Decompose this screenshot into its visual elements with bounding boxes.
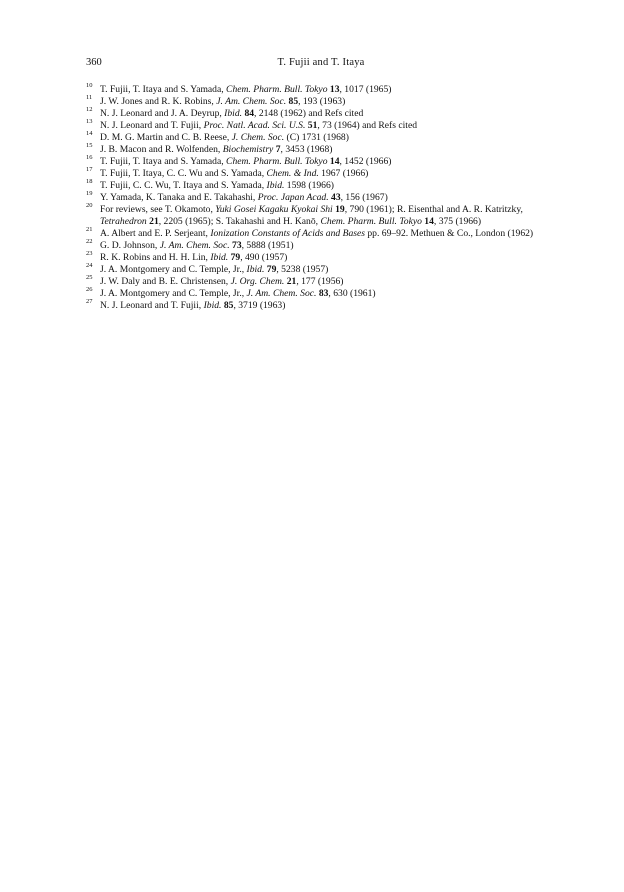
reference-number: 14	[86, 130, 93, 137]
reference-number: 11	[86, 94, 93, 101]
reference-item	[86, 300, 556, 312]
reference-text	[100, 168, 556, 180]
citation-text: For reviews, see T. Okamoto,	[100, 204, 216, 215]
citation-text: N. J. Leonard and J. A. Deyrup,	[100, 108, 225, 119]
journal-title: Chem. Pharm. Bull. Tokyo	[226, 156, 328, 167]
reference-item	[86, 192, 556, 204]
reference-text	[100, 96, 556, 108]
reference-item	[86, 228, 556, 240]
reference-item	[86, 240, 556, 252]
reference-number: 27	[86, 298, 93, 305]
volume-number: 73	[232, 240, 242, 251]
citation-text: 1598 (1966)	[284, 180, 334, 191]
citation-text: D. M. G. Martin and C. B. Reese,	[100, 132, 232, 143]
reference-number: 22	[86, 238, 93, 245]
reference-item	[86, 180, 556, 192]
citation-text: G. D. Johnson,	[100, 240, 160, 251]
reference-list	[86, 84, 556, 312]
reference-text	[100, 180, 556, 192]
citation-text: , 1017 (1965)	[339, 84, 392, 95]
reference-number: 13	[86, 118, 93, 125]
reference-item	[86, 132, 556, 144]
citation-text: J. W. Daly and B. E. Christensen,	[100, 276, 231, 287]
citation-text: N. J. Leonard and T. Fujii,	[100, 300, 204, 311]
reference-number: 16	[86, 154, 93, 161]
reference-text	[100, 84, 556, 96]
reference-item	[86, 96, 556, 108]
journal-title: Tetrahedron	[100, 216, 147, 227]
reference-text	[100, 108, 556, 120]
citation-text: T. Fujii, T. Itaya, C. C. Wu and S. Yamada,	[100, 168, 267, 179]
citation-text: J. A. Montgomery and C. Temple, Jr.,	[100, 264, 247, 275]
reference-text	[100, 192, 556, 204]
citation-text: J. A. Montgomery and C. Temple, Jr.,	[100, 288, 247, 299]
volume-number: 13	[329, 84, 340, 95]
citation-text: , 3719 (1963)	[233, 300, 286, 311]
citation-text: , 2205 (1965); S. Takahashi and H. Kanō,	[158, 216, 321, 227]
journal-title: Yuki Gosei Kagaku Kyokai Shi	[215, 204, 333, 215]
citation-text: , 193 (1963)	[298, 96, 346, 107]
volume-number: 85	[288, 96, 299, 107]
volume-number: 21	[286, 276, 297, 287]
citation-text: A. Albert and E. P. Serjeant,	[100, 228, 211, 239]
journal-title: J. Am. Chem. Soc.	[216, 96, 287, 107]
reference-number: 19	[86, 190, 93, 197]
reference-number: 21	[86, 226, 93, 233]
reference-number: 18	[86, 178, 93, 185]
citation-text: T. Fujii, T. Itaya and S. Yamada,	[100, 156, 227, 167]
reference-text	[100, 300, 556, 312]
reference-item	[86, 264, 556, 276]
reference-number: 12	[86, 106, 93, 113]
journal-title: Ibid.	[210, 252, 229, 263]
volume-number: 79	[230, 252, 241, 263]
citation-text: T. Fujii, C. C. Wu, T. Itaya and S. Yamada,	[100, 180, 267, 191]
reference-number: 17	[86, 166, 93, 173]
reference-text	[100, 288, 556, 300]
journal-title: Chem. Pharm. Bull. Tokyo	[226, 84, 328, 95]
citation-text: R. K. Robins and H. H. Lin,	[100, 252, 211, 263]
journal-title: J. Chem. Soc.	[231, 132, 285, 143]
citation-text: , 790 (1961); R. Eisenthal and A. R. Katritzky,	[344, 204, 523, 215]
citation-text: T. Fujii, T. Itaya and S. Yamada,	[100, 84, 227, 95]
volume-number: 19	[335, 204, 345, 215]
reference-item	[86, 108, 556, 120]
journal-title: J. Org. Chem.	[230, 276, 285, 287]
journal-title: Ibid.	[224, 108, 243, 119]
reference-item	[86, 204, 556, 228]
citation-text: , 73 (1964) and Refs cited	[317, 120, 418, 131]
citation-text: , 5888 (1951)	[241, 240, 294, 251]
reference-number: 25	[86, 274, 93, 281]
volume-number: 7	[275, 144, 281, 155]
reference-text	[100, 156, 556, 168]
citation-text: , 490 (1957)	[240, 252, 288, 263]
citation-text: , 1452 (1966)	[339, 156, 392, 167]
reference-item	[86, 288, 556, 300]
volume-number: 21	[149, 216, 159, 227]
running-head: T. Fujii and T. Itaya	[277, 57, 365, 68]
reference-number: 10	[86, 82, 93, 89]
reference-item	[86, 156, 556, 168]
journal-title: J. Am. Chem. Soc.	[246, 288, 317, 299]
journal-title: Ibid.	[246, 264, 265, 275]
journal-title: Proc. Japan Acad.	[257, 192, 329, 203]
reference-text	[100, 144, 556, 156]
reference-item	[86, 252, 556, 264]
citation-text: J. B. Macon and R. Wolfenden,	[100, 144, 223, 155]
citation-text: , 3453 (1968)	[280, 144, 333, 155]
volume-number: 85	[223, 300, 234, 311]
reference-item	[86, 84, 556, 96]
journal-title: Ibid.	[266, 180, 285, 191]
citation-text: Y. Yamada, K. Tanaka and E. Takahashi,	[100, 192, 258, 203]
page-header	[86, 57, 556, 71]
volume-number: 83	[318, 288, 329, 299]
citation-text: , 156 (1967)	[340, 192, 388, 203]
reference-number: 20	[86, 202, 93, 209]
journal-title: Biochemistry	[222, 144, 274, 155]
citation-text: , 177 (1956)	[296, 276, 344, 287]
citation-text: J. W. Jones and R. K. Robins,	[100, 96, 217, 107]
reference-number: 15	[86, 142, 93, 149]
volume-number: 84	[244, 108, 255, 119]
reference-text	[100, 204, 556, 228]
reference-item	[86, 120, 556, 132]
journal-title: Chem. & Ind.	[266, 168, 319, 179]
reference-text	[100, 252, 556, 264]
citation-text: pp. 69–92. Methuen & Co., London (1962)	[364, 228, 534, 239]
citation-text: (C) 1731 (1968)	[284, 132, 349, 143]
citation-text: , 2148 (1962) and Refs cited	[254, 108, 364, 119]
volume-number: 14	[329, 156, 340, 167]
citation-text: N. J. Leonard and T. Fujii,	[100, 120, 204, 131]
reference-item	[86, 276, 556, 288]
reference-number: 23	[86, 250, 93, 257]
reference-text	[100, 132, 556, 144]
reference-number: 24	[86, 262, 93, 269]
page-number: 360	[86, 57, 102, 68]
journal-title: Ibid.	[203, 300, 222, 311]
volume-number: 43	[331, 192, 341, 203]
reference-text	[100, 264, 556, 276]
reference-text	[100, 276, 556, 288]
citation-text: 1967 (1966)	[318, 168, 369, 179]
volume-number: 51	[307, 120, 318, 131]
reference-item	[86, 168, 556, 180]
citation-text: , 5238 (1957)	[276, 264, 329, 275]
reference-number: 26	[86, 286, 93, 293]
reference-text	[100, 228, 556, 240]
journal-title: Chem. Pharm. Bull. Tokyo	[320, 216, 422, 227]
journal-title: J. Am. Chem. Soc.	[159, 240, 230, 251]
journal-title: Proc. Natl. Acad. Sci. U.S.	[203, 120, 306, 131]
volume-number: 79	[266, 264, 277, 275]
reference-item	[86, 144, 556, 156]
reference-text	[100, 120, 556, 132]
citation-text: , 630 (1961)	[328, 288, 376, 299]
reference-text	[100, 240, 556, 252]
citation-text: , 375 (1966)	[433, 216, 482, 227]
journal-title: Ionization Constants of Acids and Bases	[210, 228, 365, 239]
volume-number: 14	[424, 216, 434, 227]
